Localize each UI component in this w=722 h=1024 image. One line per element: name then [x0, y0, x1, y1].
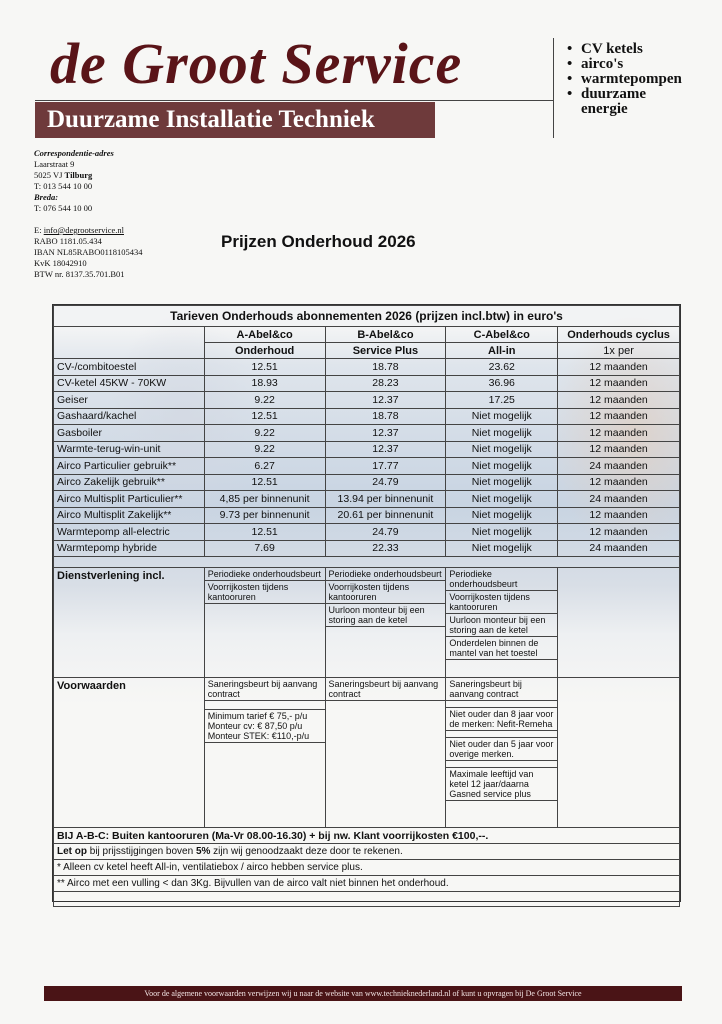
dienst-label: Dienstverlening incl.	[54, 568, 205, 678]
voorw-cycle-empty	[558, 678, 680, 828]
dienst-b: Periodieke onderhoudsbeurt Voorrijkosten tijdens kantooruren Uurloon monteur bij een storing aan de ketel	[325, 568, 446, 678]
footer-banner: Voor de algemene voorwaarden verwijzen wij u naar de website van www.technieknederland.nl of kunt u opvragen bij De Groot Service	[44, 986, 682, 1001]
contact-kvk: KvK 18042910	[34, 258, 87, 268]
email-link[interactable]: info@degrootservice.nl	[43, 225, 124, 235]
service-item: • airco's	[567, 56, 624, 72]
price-table-container	[52, 304, 681, 902]
col-header-c: C-Abel&co	[446, 327, 558, 343]
services-list	[567, 42, 682, 117]
table-row: Geiser 9.22 12.37 17.25 12 maanden	[54, 392, 680, 409]
service-item: • warmtepompen	[567, 71, 682, 87]
contact-phone-breda: T: 076 544 10 00	[34, 203, 93, 213]
col-sub-b: Service Plus	[325, 343, 446, 359]
table-row: Airco Multisplit Particulier** 4,85 per binnenunit 13.94 per binnenunit Niet mogelijk 24 maanden	[54, 491, 680, 508]
table-title: Tarieven Onderhouds abonnementen 2026 (prijzen incl.btw) in euro's	[54, 306, 680, 327]
table-row: CV-/combitoestel 12.51 18.78 23.62 12 maanden	[54, 359, 680, 376]
table-row: Warmtepomp all-electric 12.51 24.79 Niet mogelijk 12 maanden	[54, 524, 680, 541]
contact-label-breda: Breda:	[34, 192, 59, 202]
contact-rabo: RABO 1181.05.434	[34, 236, 102, 246]
table-row: Airco Particulier gebruik** 6.27 17.77 Niet mogelijk 24 maanden	[54, 458, 680, 475]
col-header-cycle: Onderhouds cyclus	[558, 327, 680, 343]
voorwaarden-label: Voorwaarden	[54, 678, 205, 828]
table-row: Warmte-terug-win-unit 9.22 12.37 Niet mogelijk 12 maanden	[54, 441, 680, 458]
spacer-row	[54, 557, 680, 568]
table-row: Gashaard/kachel 12.51 18.78 Niet mogelijk 12 maanden	[54, 408, 680, 425]
dienst-cycle-empty	[558, 568, 680, 678]
col-header-a: A-Abel&co	[204, 327, 325, 343]
header-vertical-divider	[553, 38, 554, 138]
spacer-row	[54, 892, 680, 907]
note-prijsstijging: Let op bij prijsstijgingen boven 5% zijn wij genoodzaakt deze door te rekenen.	[54, 844, 680, 860]
tagline-banner: Duurzame Installatie Techniek	[35, 102, 435, 138]
contact-iban: IBAN NL85RABO0118105434	[34, 247, 143, 257]
col-sub-cycle: 1x per	[558, 343, 680, 359]
contact-city-line: 5025 VJ Tilburg	[34, 170, 93, 180]
col-header-b: B-Abel&co	[325, 327, 446, 343]
contact-phone: T: 013 544 10 00	[34, 181, 93, 191]
service-item: • CV ketels	[567, 41, 643, 57]
contact-label: Correspondentie-adres	[34, 148, 114, 158]
header-divider	[35, 100, 553, 101]
col-sub-a: Onderhoud	[204, 343, 325, 359]
table-row: Warmtepomp hybride 7.69 22.33 Niet mogelijk 24 maanden	[54, 540, 680, 557]
header-empty	[54, 327, 205, 359]
page-title: Prijzen Onderhoud 2026	[221, 232, 416, 251]
contact-email-line: E: info@degrootservice.nl	[34, 225, 124, 235]
dienst-a: Periodieke onderhoudsbeurt Voorrijkosten tijdens kantooruren	[204, 568, 325, 678]
dienst-c: Periodieke onderhoudsbeurt Voorrijkosten tijdens kantooruren Uurloon monteur bij een storing aan de ketel Onderdelen binnen de mantel van het toestel	[446, 568, 558, 678]
voorwaarden-row	[54, 678, 680, 828]
company-logo: de Groot Service	[50, 31, 463, 96]
service-item: • duurzame	[567, 86, 646, 102]
col-sub-c: All-in	[446, 343, 558, 359]
dienst-row	[54, 568, 680, 678]
voorw-c: Saneringsbeurt bij aanvang contract Niet ouder dan 8 jaar voor de merken: Nefit-Remeha Niet ouder dan 5 jaar voor overige merken. Maximale leeftijd van ketel 12 jaar/daarna Gasned service plus	[446, 678, 558, 828]
voorw-a: Saneringsbeurt bij aanvang contract Minimum tarief € 75,- p/u Monteur cv: € 87,50 p/u Monteur STEK: €110,-p/u	[204, 678, 325, 828]
service-item: energie	[581, 101, 628, 117]
table-row: Gasboiler 9.22 12.37 Niet mogelijk 12 maanden	[54, 425, 680, 442]
table-row: CV-ketel 45KW - 70KW 18.93 28.23 36.96 12 maanden	[54, 375, 680, 392]
note-airco: ** Airco met een vulling < dan 3Kg. Bijvullen van de airco valt niet binnen het onderhoud.	[54, 876, 680, 892]
voorw-b: Saneringsbeurt bij aanvang contract	[325, 678, 446, 828]
note-buiten-kantooruren: BIJ A-B-C: Buiten kantooruren (Ma-Vr 08.00-16.30) + bij nw. Klant voorrijkosten €100,--.	[54, 828, 680, 844]
note-all-in: * Alleen cv ketel heeft All-in, ventilatiebox / airco hebben service plus.	[54, 860, 680, 876]
contact-street: Laarstraat 9	[34, 159, 75, 169]
table-row: Airco Multisplit Zakelijk** 9.73 per binnenunit 20.61 per binnenunit Niet mogelijk 12 maanden	[54, 507, 680, 524]
contact-block	[34, 148, 143, 280]
price-table	[53, 305, 680, 907]
table-row: Airco Zakelijk gebruik** 12.51 24.79 Niet mogelijk 12 maanden	[54, 474, 680, 491]
contact-btw: BTW nr. 8137.35.701.B01	[34, 269, 125, 279]
